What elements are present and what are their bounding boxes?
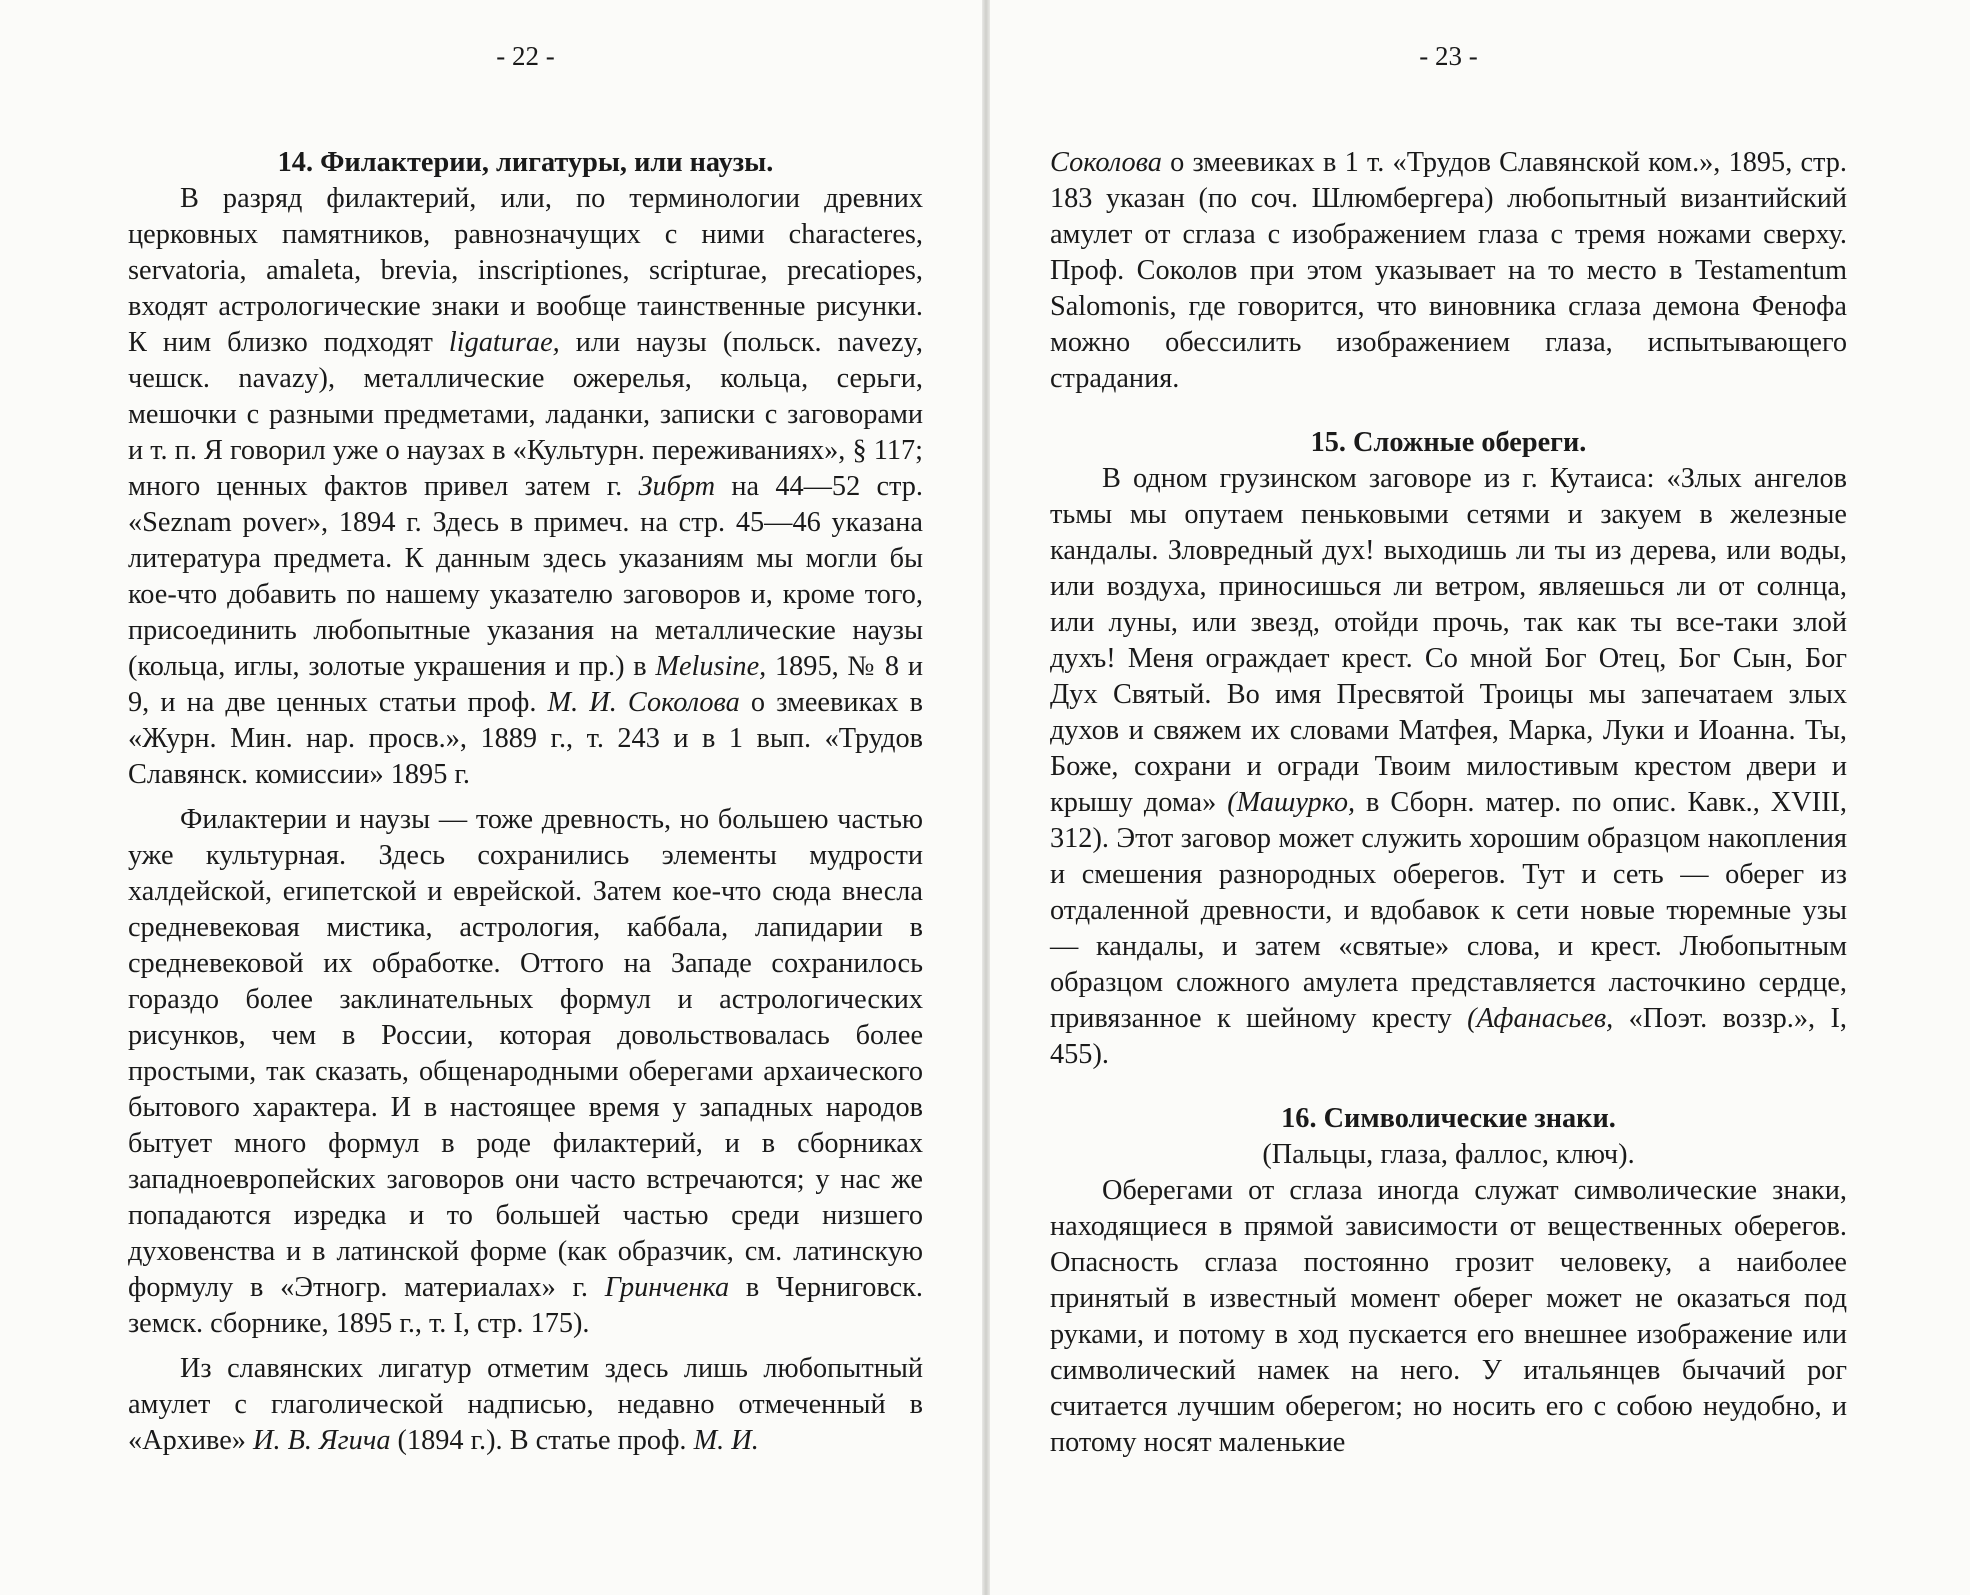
right-text <box>1050 145 1847 1461</box>
paragraph: В разряд филактерий, или, по терминологии древних церковных памятников, равнозначущих с ними characteres, servatoria, amaleta, brevia, inscriptiones, scripturae, precatiopes, входят астрологические знаки и вообще таинственные рисунки. К ним близко подходят ligaturae, или наузы (польск. navezy, чешск. navazy), металлические ожерелья, кольца, серьги, мешочки с разными предметами, ладанки, записки с заговорами и т. п. Я говорил уже о наузах в «Культурн. переживаниях», § 117; много ценных фактов привел затем г. Зибрт на 44—52 стр. «Seznam pover», 1894 г. Здесь в примеч. на стр. 45—46 указана литература предмета. К данным здесь указаниям мы могли бы кое-что добавить по нашему указателю заговоров и, кроме того, присоединить любопытные указания на металлические наузы (кольца, иглы, золотые украшения и пр.) в Melusine, 1895, № 8 и 9, и на две ценных статьи проф. М. И. Соколова о змеевиках в «Журн. Мин. нар. просв.», 1889 г., т. 243 и в 1 вып. «Трудов Славянск. комиссии» 1895 г. <box>128 183 924 790</box>
book-gutter <box>982 0 990 1595</box>
left-text <box>128 145 923 1459</box>
paragraph: В одном грузинском заговоре из г. Кутаиса: «Злых ангелов тьмы мы опутаем пеньковыми сетями и закуем в железные кандалы. Зловредный дух! выходишь ли ты из дерева, или воды, или воздуха, приносишься ли ветром, являешься ли от солнца, или луны, или звезд, отойди прочь, так как ты все-таки злой духъ! Меня ограждает крест. Со мной Бог Отец, Бог Сын, Бог Дух Святый. Во имя Пресвятой Троицы мы запечатаем злых духов и свяжем их словами Матфея, Марка, Луки и Иоанна. Ты, Боже, сохрани и огради Твоим милостивым крестом двери и крышу дома» (Машурко, в Сборн. матер. по опис. Кавк., XVIII, 312). Этот заговор может служить хорошим образцом накопления и смешения разнородных оберегов. Тут и сеть — оберег из отдаленной древности, и вдобавок к сети новые тюремные узы — кандалы, и затем «святые» слова, и крест. Любопытным образцом сложного амулета представляется ласточкино сердце, привязанное к шейному кресту (Афанасьев, «Поэт. воззр.», I, 455). <box>1050 463 1848 1070</box>
left-page <box>0 0 982 1595</box>
paragraph: Соколова о змеевиках в 1 т. «Трудов Славянской ком.», 1895, стр. 183 указан (по соч. Шлюмбергера) любопытный византийский амулет от сглаза с изображением глаза с тремя ножами сверху. Проф. Соколов при этом указывает на то место в Testamentum Salomonis, где говорится, что виновника сглаза демона Фенофа можно обессилить изображением глаза, испытывающего страдания. <box>1050 147 1847 394</box>
right-page <box>990 0 1970 1595</box>
section-heading-15: 15. Сложные обереги. <box>1310 427 1587 458</box>
page-number: - 23 - <box>1419 41 1478 71</box>
section-heading-14: 14. Филактерии, лигатуры, или наузы. <box>277 147 774 178</box>
paragraph: Из славянских лигатур отметим здесь лишь любопытный амулет с глаголической надписью, недавно отмеченный в «Архиве» И. В. Ягича (1894 г.). В статье проф. М. И. <box>128 1353 923 1456</box>
page-number: - 22 - <box>496 41 555 71</box>
paragraph: Филактерии и наузы — тоже древность, но большею частью уже культурная. Здесь сохранились элементы мудрости халдейской, египетской и еврейской. Затем кое-что сюда внесла средневековая мистика, астрология, каббала, лапидарии в средневековой их обработке. Оттого на Западе сохранилось гораздо более заклинательных формул и астрологических рисунков, чем в России, которая довольствовалась более простыми, так сказать, общенародными оберегами архаического бытового характера. И в настоящее время у западных народов бытует много формул в роде филактерий, и в сборниках западноевропейских заговоров они часто встречаются; у нас же попадаются изредка и то большей частью среди низшего духовенства и в латинской форме (как образчик, см. латинскую формулу в «Этногр. материалах» г. Гринченка в Черниговск. земск. сборнике, 1895 г., т. I, стр. 175). <box>128 804 923 1339</box>
paragraph: Оберегами от сглаза иногда служат символические знаки, находящиеся в прямой зависимости от вещественных оберегов. Опасность сглаза постоянно грозит человеку, а наиболее принятый в известный момент оберег может не оказаться под руками, и потому в ход пускается его внешнее изображение или символический намек на него. У итальянцев бычачий рог считается лучшим оберегом; но носить его с собою неудобно, и потому носят маленькие <box>1050 1175 1847 1458</box>
section-subtitle: (Пальцы, глаза, фаллос, ключ). <box>1262 1139 1635 1170</box>
section-heading-16: 16. Символические знаки. <box>1281 1103 1616 1134</box>
